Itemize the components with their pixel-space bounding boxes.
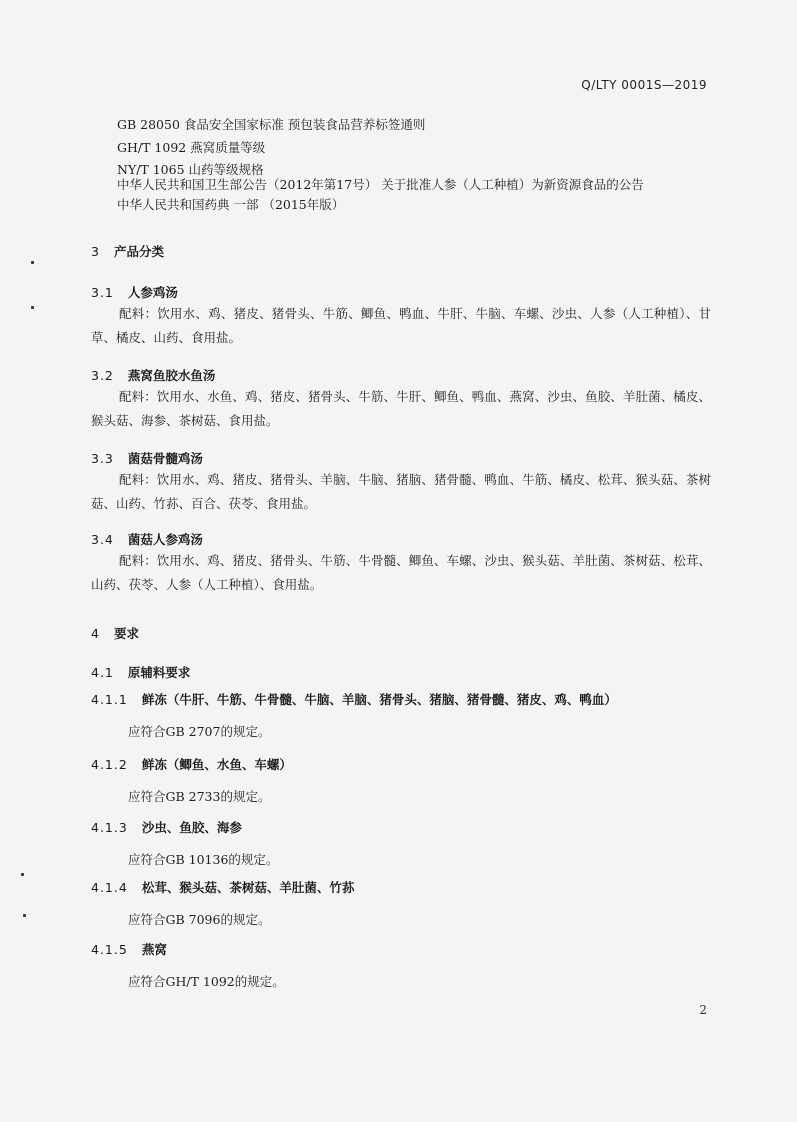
subsection-title: 燕窝鱼胶水鱼汤: [127, 368, 216, 383]
subsection-title: 人参鸡汤: [127, 285, 178, 300]
ingredients-paragraph: 配料：饮用水、鸡、猪皮、猪骨头、羊脑、牛脑、猪脑、猪骨髓、鸭血、牛筋、橘皮、松茸、猴头菇、茶树菇、山药、竹荪、百合、茯苓、食用盐。: [91, 472, 711, 511]
subsection-title: 菌菇人参鸡汤: [127, 532, 203, 547]
scan-speck: [23, 914, 26, 917]
reference-line: 中华人民共和国药典 一部 （2015年版）: [117, 197, 345, 212]
subsection-title: 原辅料要求: [127, 665, 191, 680]
page-number: 2: [699, 1003, 707, 1017]
clause-heading-4-1-4: [91, 878, 354, 896]
subsection-title: 菌菇骨髓鸡汤: [127, 451, 203, 466]
clause-title: 松茸、猴头菇、茶树菇、羊肚菌、竹荪: [141, 880, 355, 895]
ingredients-paragraph: 配料：饮用水、鸡、猪皮、猪骨头、牛筋、牛骨髓、鲫鱼、车螺、沙虫、猴头菇、羊肚菌、茶树菇、松茸、山药、茯苓、人参（人工种植）、食用盐。: [91, 553, 711, 592]
section-title: 产品分类: [113, 244, 164, 259]
clause-heading-4-1-2: [91, 755, 292, 773]
requirement-text: 应符合GH/T 1092的规定。: [128, 974, 285, 989]
requirement-text: 应符合GB 2733的规定。: [128, 789, 271, 804]
section-number: 4: [91, 626, 100, 641]
section-heading-3: [91, 242, 164, 260]
scan-speck: [21, 873, 24, 876]
ingredients-paragraph: 配料：饮用水、水鱼、鸡、猪皮、猪骨头、牛筋、牛肝、鲫鱼、鸭血、燕窝、沙虫、鱼胶、羊肚菌、橘皮、猴头菇、海参、茶树菇、食用盐。: [91, 389, 711, 428]
document-code: Q/LTY 0001S—2019: [581, 78, 707, 92]
subsection-number: 3.4: [91, 532, 114, 547]
reference-line: GH/T 1092 燕窝质量等级: [117, 140, 266, 155]
subsection-heading-4-1: [91, 663, 190, 681]
clause-title: 鲜冻（牛肝、牛筋、牛骨髓、牛脑、羊脑、猪骨头、猪脑、猪骨髓、猪皮、鸡、鸭血）: [141, 692, 617, 707]
requirement-text: 应符合GB 7096的规定。: [128, 912, 271, 927]
clause-title: 燕窝: [141, 942, 167, 957]
subsection-heading-3-2: [91, 366, 215, 384]
clause-heading-4-1-1: [91, 690, 617, 708]
subsection-number: 3.1: [91, 285, 114, 300]
reference-line: GB 28050 食品安全国家标准 预包装食品营养标签通则: [117, 117, 426, 132]
scan-speck: [31, 261, 34, 264]
section-heading-4: [91, 624, 139, 642]
subsection-heading-3-4: [91, 530, 203, 548]
clause-number: 4.1.3: [91, 820, 128, 835]
reference-line: 中华人民共和国卫生部公告（2012年第17号） 关于批准人参（人工种植）为新资源食品的公告: [117, 177, 644, 192]
clause-number: 4.1.2: [91, 757, 128, 772]
clause-number: 4.1.5: [91, 942, 128, 957]
section-number: 3: [91, 244, 100, 259]
subsection-number: 3.3: [91, 451, 114, 466]
clause-number: 4.1.1: [91, 692, 128, 707]
reference-line: NY/T 1065 山药等级规格: [117, 162, 264, 177]
section-title: 要求: [113, 626, 139, 641]
clause-title: 鲜冻（鲫鱼、水鱼、车螺）: [141, 757, 292, 772]
requirement-text: 应符合GB 2707的规定。: [128, 724, 271, 739]
subsection-heading-3-1: [91, 283, 178, 301]
clause-title: 沙虫、鱼胶、海参: [141, 820, 242, 835]
requirement-text: 应符合GB 10136的规定。: [128, 852, 279, 867]
subsection-heading-3-3: [91, 449, 203, 467]
subsection-number: 3.2: [91, 368, 114, 383]
ingredients-paragraph: 配料：饮用水、鸡、猪皮、猪骨头、牛筋、鲫鱼、鸭血、牛肝、牛脑、车螺、沙虫、人参（人工种植）、甘草、橘皮、山药、食用盐。: [91, 306, 711, 345]
clause-heading-4-1-5: [91, 940, 167, 958]
scan-speck: [31, 306, 34, 309]
clause-heading-4-1-3: [91, 818, 242, 836]
subsection-number: 4.1: [91, 665, 114, 680]
clause-number: 4.1.4: [91, 880, 128, 895]
